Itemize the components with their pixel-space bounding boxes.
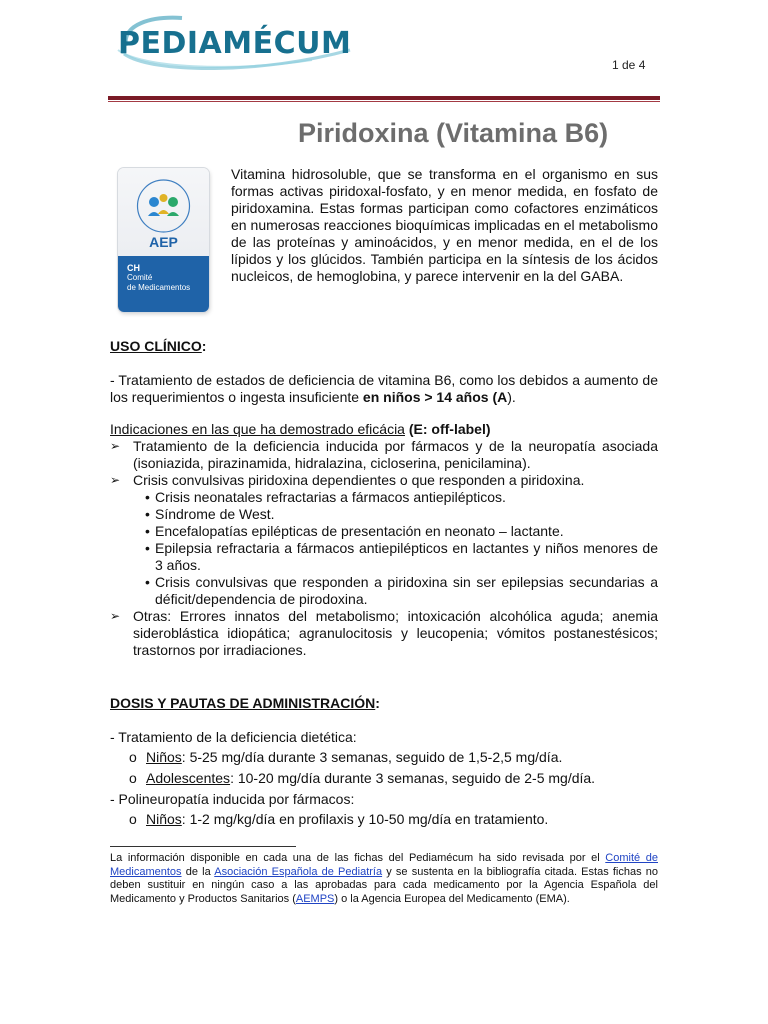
badge-acronym: AEP <box>149 234 178 250</box>
footnote-text: La información disponible en cada una de las fichas del Pediamécum ha sido revisada por el <box>110 852 606 864</box>
dosis-heading: DOSIS Y PAUTAS DE ADMINISTRACIÓN: <box>110 695 380 711</box>
sub-list-item <box>110 489 658 506</box>
list-item-text: Tratamiento de la deficiencia inducida por fármacos y de la neuropatía asociada (isoniazida, pirazinamida, hidralazina, cicloserina, penicilamina). <box>133 438 658 471</box>
dosis-title: DOSIS Y PAUTAS DE ADMINISTRACIÓN <box>110 695 376 711</box>
intro-paragraph: Vitamina hidrosoluble, que se transforma en el organismo en sus formas activas piridoxal-fosfato, y en menor medida, en fosfato de piridoxamina. Estas formas participan como cofactores enzimáticos en numerosas reacciones bioquímicas implicadas en el metabolismo de las proteínas y aminoácidos, y en menor medida, en el de los lípidos y los glúcidos. También participa en la síntesis de los ácidos nucleicos, de hemoglobina, y parece intervenir en la del GABA. <box>231 166 658 284</box>
indications-tag: (E: off-label) <box>408 421 491 437</box>
pediamecum-logo <box>112 10 357 74</box>
aep-link[interactable]: Asociación Española de Pediatría <box>214 865 383 878</box>
neuro-ninos-text: : 1-2 mg/kg/día en profilaxis y 10-50 mg/día en tratamiento. <box>181 811 549 827</box>
badge-committee <box>118 256 209 312</box>
footnote-rule <box>110 846 296 847</box>
deficiency-intro: - Tratamiento de la deficiencia dietética: <box>110 729 357 745</box>
bullet-icon: • <box>145 489 150 505</box>
page-title: Piridoxina (Vitamina B6) <box>298 118 609 148</box>
sub-list-item-text: Crisis neonatales refractarias a fármacos antiepilépticos. <box>155 489 506 505</box>
sub-list-item <box>110 523 658 540</box>
adolescentes-label: Adolescentes <box>146 770 231 786</box>
sub-list-item-text: Epilepsia refractaria a fármacos antiepilépticos en lactantes y niños menores de 3 años. <box>155 540 658 573</box>
aemps-link[interactable]: AEMPS <box>295 892 335 905</box>
ninos-label: Niños <box>146 749 182 765</box>
uso-clinico-heading: USO CLÍNICO: <box>110 338 207 354</box>
indications-list <box>110 421 658 659</box>
logo-text: PEDIAMÉCUM <box>118 26 352 61</box>
bullet-icon: • <box>145 574 150 590</box>
footnote-text: de la <box>181 865 215 878</box>
arrow-bullet-icon: ➢ <box>110 609 121 623</box>
circle-bullet-icon: o <box>129 811 137 827</box>
list-item <box>110 608 658 659</box>
bullet-icon: • <box>145 540 150 556</box>
sub-list-item <box>110 506 658 523</box>
list-item <box>110 438 658 472</box>
uso-clinico-age: en niños > 14 años (A <box>362 389 508 405</box>
arrow-bullet-icon: ➢ <box>110 473 121 487</box>
sub-list-item-text: Síndrome de West. <box>155 506 275 522</box>
badge-committee-line2: de Medicamentos <box>127 283 191 292</box>
aep-badge <box>118 168 209 312</box>
list-item <box>110 749 658 766</box>
comite-link[interactable]: Comité de Medicamentos <box>110 852 658 878</box>
footnote-text: y se sustenta en la bibliografía citada. Estas fichas no deben sustituir en ningún caso a las aprobadas para cada medicamento por la Agencia Española del Medicamento y Productos Sanitarios ( <box>110 865 658 905</box>
circle-bullet-icon: o <box>129 770 137 786</box>
bullet-icon: • <box>145 523 150 539</box>
arrow-bullet-icon: ➢ <box>110 439 121 453</box>
adolescentes-text: : 10-20 mg/día durante 3 semanas, seguido de 2-5 mg/día. <box>230 770 596 786</box>
bullet-icon: • <box>145 506 150 522</box>
neuro-ninos-label: Niños <box>146 811 182 827</box>
sub-list-item <box>110 540 658 574</box>
neuro-intro: - Polineuropatía inducida por fármacos: <box>110 791 355 807</box>
sub-list-item <box>110 574 658 608</box>
ninos-text: : 5-25 mg/día durante 3 semanas, seguido de 1,5-2,5 mg/día. <box>181 749 563 765</box>
dosis-list <box>110 729 658 832</box>
uso-clinico-title: USO CLÍNICO <box>110 338 202 354</box>
page-number: 1 de 4 <box>612 58 646 72</box>
list-item-text: Crisis convulsivas piridoxina dependientes o que responden a piridoxina. <box>133 472 585 488</box>
circle-bullet-icon: o <box>129 749 137 765</box>
sub-list-item-text: Encefalopatías epilépticas de presentación en neonato – lactante. <box>155 523 564 539</box>
indications-heading <box>110 421 658 438</box>
badge-committee-code: CH <box>127 263 140 273</box>
uso-clinico-end: ). <box>507 389 516 405</box>
list-item-text: Otras: Errores innatos del metabolismo; intoxicación alcohólica aguda; anemia sideroblástica idiopática; agranulocitosis y leucopenia; vómitos postanestésicos; trastornos por irradiaciones. <box>133 608 658 658</box>
list-item <box>110 770 658 787</box>
indications-label: Indicaciones en las que ha demostrado eficácia <box>110 421 405 437</box>
badge-committee-line1: Comité <box>127 273 153 282</box>
header-rule-thin <box>108 101 660 102</box>
footnote-text: ) o la Agencia Europea del Medicamento (EMA). <box>334 892 570 905</box>
sub-list-item-text: Crisis convulsivas que responden a piridoxina sin ser epilepsias secundarias a déficit/dependencia de pirodoxina. <box>155 574 658 607</box>
footnote <box>110 852 658 906</box>
header-rule <box>108 96 660 100</box>
list-item <box>110 472 658 489</box>
list-item <box>110 811 658 828</box>
uso-clinico-paragraph <box>110 372 658 406</box>
uso-clinico-text: - Tratamiento de estados de deficiencia de vitamina B6, como los debidos a aumento de los requerimientos o ingesta insuficiente <box>110 372 658 405</box>
